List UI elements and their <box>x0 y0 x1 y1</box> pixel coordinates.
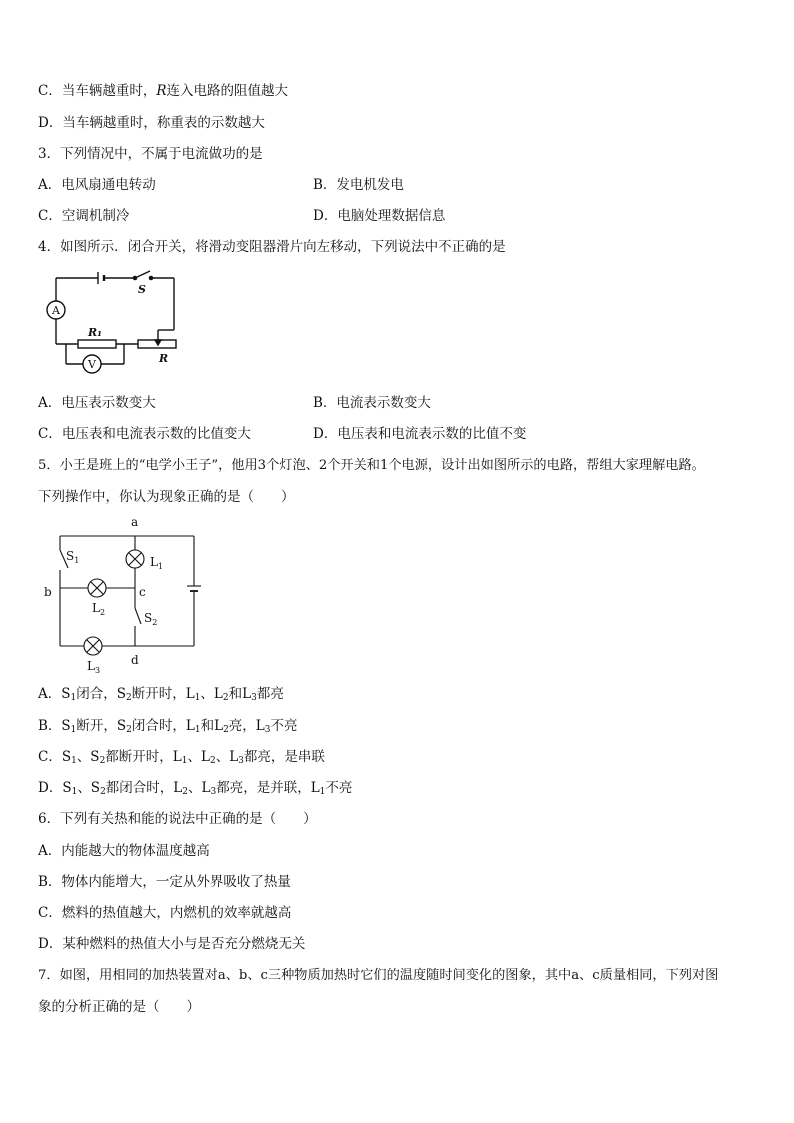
node-a-label: a <box>131 515 139 529</box>
q6-option-c: C．燃料的热值越大，内燃机的效率就越高 <box>38 905 292 921</box>
q5-option-d: D．$S_1$、$S_2$都闭合时，$L_2$、$L_3$都亮，是并联，$L_1$不亮 <box>38 780 353 797</box>
q6-option-d: D．某种燃料的热值大小与是否充分燃烧无关 <box>38 936 306 952</box>
q3-stem: 3．下列情况中，不属于电流做功的是 <box>38 146 263 162</box>
lamp-l2-label: $L_2$ <box>92 601 106 617</box>
node-d-label: d <box>131 653 139 667</box>
resistor-r1-label: R₁ <box>88 326 102 339</box>
q4-option-b: B．电流表示数变大 <box>313 395 431 411</box>
q3-option-b: B．发电机发电 <box>313 177 404 193</box>
lamp-l3-label: $L_3$ <box>87 659 101 675</box>
q4-option-c: C．电压表和电流表示数的比值变大 <box>38 426 251 442</box>
switch-s2-label: $S_2$ <box>144 611 158 627</box>
q5-option-a: A．$S_1$闭合，$S_2$断开时，$L_1$、$L_2$和$L_3$都亮 <box>38 686 284 703</box>
ammeter-label: A <box>52 304 60 317</box>
q3-option-a: A．电风扇通电转动 <box>38 177 156 193</box>
q3-option-c: C．空调机制冷 <box>38 208 130 224</box>
rheostat-label: R <box>159 352 169 365</box>
q7-stem-line2: 象的分析正确的是（ ） <box>38 999 200 1015</box>
q4-option-a: A．电压表示数变大 <box>38 395 156 411</box>
resistor-r1 <box>78 340 116 348</box>
node-b-label: b <box>44 585 52 599</box>
q7-stem-line1: 7．如图，用相同的加热装置对a、b、c三种物质加热时它们的温度随时间变化的图象，其中a、c质量相同，下列对图 <box>38 968 719 983</box>
q5-option-c: C．$S_1$、$S_2$都断开时，$L_1$、$L_2$、$L_3$都亮，是串联 <box>38 749 325 766</box>
q4-stem: 4．如图所示．闭合开关，将滑动变阻器滑片向左移动，下列说法中不正确的是 <box>38 239 506 255</box>
q5-circuit-diagram <box>38 512 208 677</box>
node-c-label: c <box>139 585 146 599</box>
s2-blade <box>135 608 141 624</box>
q3-option-d: D．电脑处理数据信息 <box>313 208 446 224</box>
voltmeter-label: V <box>88 358 96 371</box>
q6-option-b: B．物体内能增大，一定从外界吸收了热量 <box>38 874 291 890</box>
switch-blade <box>135 271 150 278</box>
q4-circuit-diagram <box>38 268 188 380</box>
q2-option-d: D．当车辆越重时，称重表的示数越大 <box>38 115 265 131</box>
q6-stem: 6．下列有关热和能的说法中正确的是（ ） <box>38 811 317 827</box>
q4-option-d: D．电压表和电流表示数的比值不变 <box>313 426 527 442</box>
switch-s1-label: $S_1$ <box>66 549 80 565</box>
switch-label: S <box>138 283 146 296</box>
q5-stem-line2: 下列操作中，你认为现象正确的是（ ） <box>38 489 295 505</box>
q5-option-b: B．$S_1$断开，$S_2$闭合时，$L_1$和$L_2$亮，$L_3$不亮 <box>38 718 298 735</box>
q2-option-c: C．当车辆越重时，R连入电路的阻值越大 <box>38 83 289 99</box>
q5-stem-line1: 5．小王是班上的“电学小王子”，他用3个灯泡、2个开关和1个电源，设计出如图所示的电路，帮组大家理解电路。 <box>38 458 705 473</box>
q6-option-a: A．内能越大的物体温度越高 <box>38 843 210 859</box>
lamp-l1-label: $L_1$ <box>150 555 164 571</box>
